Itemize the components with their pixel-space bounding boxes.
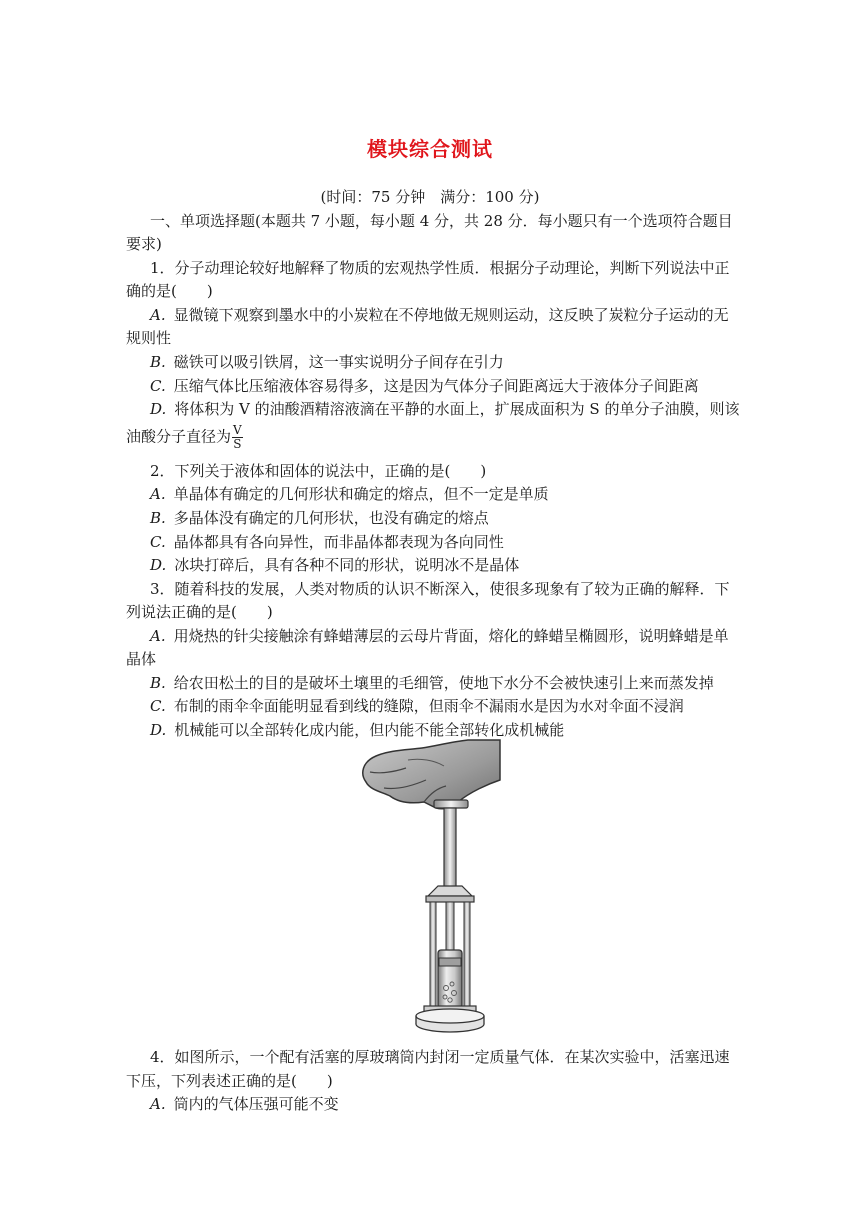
page-title: 模块综合测试 xyxy=(367,137,493,161)
option-text: 给农田松土的目的是破坏土壤里的毛细管，使地下水分不会被快速引上来而蒸发掉 xyxy=(173,674,714,692)
q4-stem-line2: 下压，下列表述正确的是( ) xyxy=(126,1072,333,1090)
hand-icon xyxy=(363,740,500,809)
fraction-denominator: S xyxy=(233,437,242,451)
option-text: 磁铁可以吸引铁屑，这一事实说明分子间存在引力 xyxy=(173,353,504,371)
option-label: C. xyxy=(150,697,166,715)
q1-option-a-cont: 规则性 xyxy=(126,329,172,347)
piston-cylinder-figure xyxy=(340,738,510,1038)
q1-stem-line2: 确的是( ) xyxy=(126,282,213,300)
q2-option-d xyxy=(150,555,519,575)
fraction-numerator: V xyxy=(233,423,242,437)
q1-option-b xyxy=(150,352,504,372)
q3-stem-line1: 3．随着科技的发展，人类对物质的认识不断深入，使很多现象有了较为正确的解释．下 xyxy=(150,580,730,598)
q1-stem-line1: 1．分子动理论较好地解释了物质的宏观热学性质．根据分子动理论，判断下列说法中正 xyxy=(150,259,730,277)
q4-stem-line1: 4．如图所示，一个配有活塞的厚玻璃筒内封闭一定质量气体．在某次实验中，活塞迅速 xyxy=(150,1048,730,1066)
option-label: B. xyxy=(150,353,166,371)
option-label: A. xyxy=(150,1095,166,1113)
q2-stem: 2．下列关于液体和固体的说法中，正确的是( ) xyxy=(150,462,487,480)
option-text: 机械能可以全部转化成内能，但内能不能全部转化成机械能 xyxy=(174,721,565,739)
option-text: 筒内的气体压强可能不变 xyxy=(173,1095,339,1113)
q1-option-d xyxy=(150,399,739,419)
q3-option-a-cont: 晶体 xyxy=(126,650,157,668)
option-label: B. xyxy=(150,674,166,692)
option-text: 用烧热的针尖接触涂有蜂蜡薄层的云母片背面，熔化的蜂蜡呈椭圆形，说明蜂蜡是单 xyxy=(173,627,729,645)
q1-option-a xyxy=(150,305,729,325)
section-heading-line1: 一、单项选择题(本题共 7 小题，每小题 4 分，共 28 分．每小题只有一个选项符合题目 xyxy=(150,212,733,230)
q3-option-d xyxy=(150,720,564,740)
option-text: 冰块打碎后，具有各种不同的形状，说明冰不是晶体 xyxy=(174,556,520,574)
option-text: 布制的雨伞伞面能明显看到线的缝隙，但雨伞不漏雨水是因为水对伞面不浸润 xyxy=(173,697,684,715)
q3-stem-line2: 列说法正确的是( ) xyxy=(126,603,273,621)
option-text: 压缩气体比压缩液体容易得多，这是因为气体分子间距离远大于液体分子间距离 xyxy=(173,377,699,395)
option-label: C. xyxy=(150,533,166,551)
option-text: 显微镜下观察到墨水中的小炭粒在不停地做无规则运动，这反映了炭粒分子运动的无 xyxy=(173,306,729,324)
option-label: C. xyxy=(150,377,166,395)
q2-option-a xyxy=(150,484,549,504)
q3-option-b xyxy=(150,673,714,693)
q1-option-c xyxy=(150,376,699,396)
option-text: 将体积为 V 的油酸酒精溶液滴在平静的水面上，扩展成面积为 S 的单分子油膜，则该 xyxy=(174,400,740,418)
option-text: 晶体都具有各向异性，而非晶体都表现为各向同性 xyxy=(173,533,504,551)
option-label: D. xyxy=(150,400,167,418)
q4-option-a xyxy=(150,1094,339,1114)
option-text: 油酸分子直径为 xyxy=(126,427,232,446)
option-label: B. xyxy=(150,509,166,527)
option-label: D. xyxy=(150,556,167,574)
q2-option-b xyxy=(150,508,489,528)
piston-cylinder-illustration xyxy=(340,738,510,1038)
option-label: A. xyxy=(150,485,166,503)
q1-option-d-cont xyxy=(126,424,243,451)
option-label: A. xyxy=(150,306,166,324)
q3-option-a xyxy=(150,626,729,646)
q2-option-c xyxy=(150,532,504,552)
q3-option-c xyxy=(150,696,684,716)
option-label: D. xyxy=(150,721,167,739)
option-label: A. xyxy=(150,627,166,645)
section-heading-line2: 要求) xyxy=(126,235,162,253)
option-text: 单晶体有确定的几何形状和确定的熔点，但不一定是单质 xyxy=(173,485,549,503)
fraction xyxy=(232,424,243,451)
exam-time-score: (时间：75 分钟 满分：100 分) xyxy=(320,188,540,206)
option-text: 多晶体没有确定的几何形状，也没有确定的熔点 xyxy=(173,509,489,527)
